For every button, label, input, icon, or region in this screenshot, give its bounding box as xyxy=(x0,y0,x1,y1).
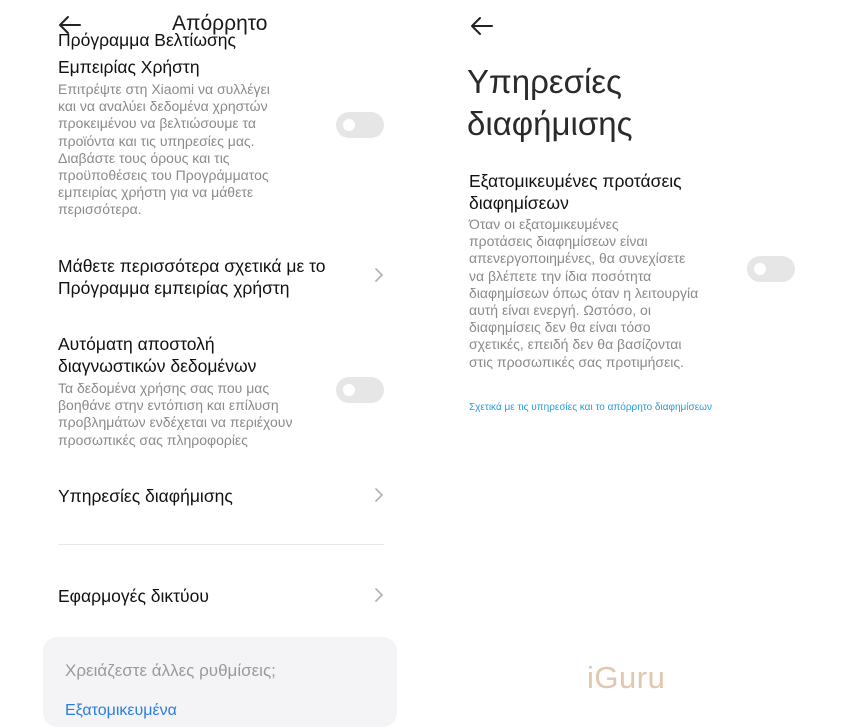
back-arrow-icon xyxy=(470,15,494,37)
card-link[interactable]: Εξατομικευμένα xyxy=(65,702,177,719)
experience-program-toggle[interactable] xyxy=(336,112,384,138)
section-divider xyxy=(58,544,384,545)
toggle-knob xyxy=(343,384,355,396)
diagnostics-title: Αυτόματη αποστολή διαγνωστικών δεδομένων xyxy=(58,334,257,376)
about-ads-link[interactable]: Σχετικά με τις υπηρεσίες και το απόρρητο διαφημίσεων xyxy=(469,402,712,413)
toggle-knob xyxy=(754,263,766,275)
page-title: Υπηρεσίες διαφήμισης xyxy=(467,63,633,142)
toggle-knob xyxy=(343,119,355,131)
chevron-right-icon xyxy=(373,587,385,603)
watermark-logo: iGuru xyxy=(587,660,666,695)
experience-program-title: Εμπειρίας Χρήστη xyxy=(58,57,200,77)
personalized-ads-description: Όταν οι εξατομικευμένες προτάσεις διαφημίσεων είναι απενεργοποιημένες, θα συνεχίσετε να βλέπετε την ίδια ποσότητα διαφημίσεων όπως όταν η λειτουργία αυτή είναι ενεργή. Ωστόσο, οι διαφημίσεις δεν θα είναι τόσο σχετικές, επειδή δεν θα βασίζονται στις προσωπικές σας προτιμήσεις. xyxy=(469,216,699,370)
personalized-ads-title: Εξατομικευμένες προτάσεις διαφημίσεων xyxy=(469,171,682,213)
learn-more-row[interactable]: Μάθετε περισσότερα σχετικά με το Πρόγραμμα εμπειρίας χρήστη xyxy=(58,256,326,298)
personalized-ads-toggle[interactable] xyxy=(747,256,795,282)
partial-scrolled-title: Πρόγραμμα Βελτίωσης xyxy=(58,30,236,50)
page-title: Απόρρητο xyxy=(172,12,268,35)
card-link-clip xyxy=(65,699,265,719)
ad-services-row[interactable]: Υπηρεσίες διαφήμισης xyxy=(58,486,233,506)
more-settings-card xyxy=(43,637,397,727)
chevron-right-icon xyxy=(373,267,385,283)
diagnostics-toggle[interactable] xyxy=(336,377,384,403)
experience-program-description: Επιτρέψτε στη Xiaomi να συλλέγει και να αναλύει δεδομένα χρηστών προκειμένου να βελτιώσουμε τα προϊόντα και τις υπηρεσίες μας. Διαβάστε τους όρους και τις προϋποθέσεις του Προγράμματος εμπειρίας χρήστη για να μάθετε περισσότερα. xyxy=(58,81,270,218)
network-apps-row[interactable]: Εφαρμογές δικτύου xyxy=(58,586,209,606)
chevron-right-icon xyxy=(373,487,385,503)
back-button[interactable] xyxy=(470,15,498,37)
diagnostics-description: Τα δεδομένα χρήσης σας που μας βοηθάνε στην εντόπιση και επίλυση προβλημάτων ενδέχεται να περιέχουν προσωπικές σας πληροφορίες xyxy=(58,380,293,448)
card-title: Χρειάζεστε άλλες ρυθμίσεις; xyxy=(65,661,276,680)
